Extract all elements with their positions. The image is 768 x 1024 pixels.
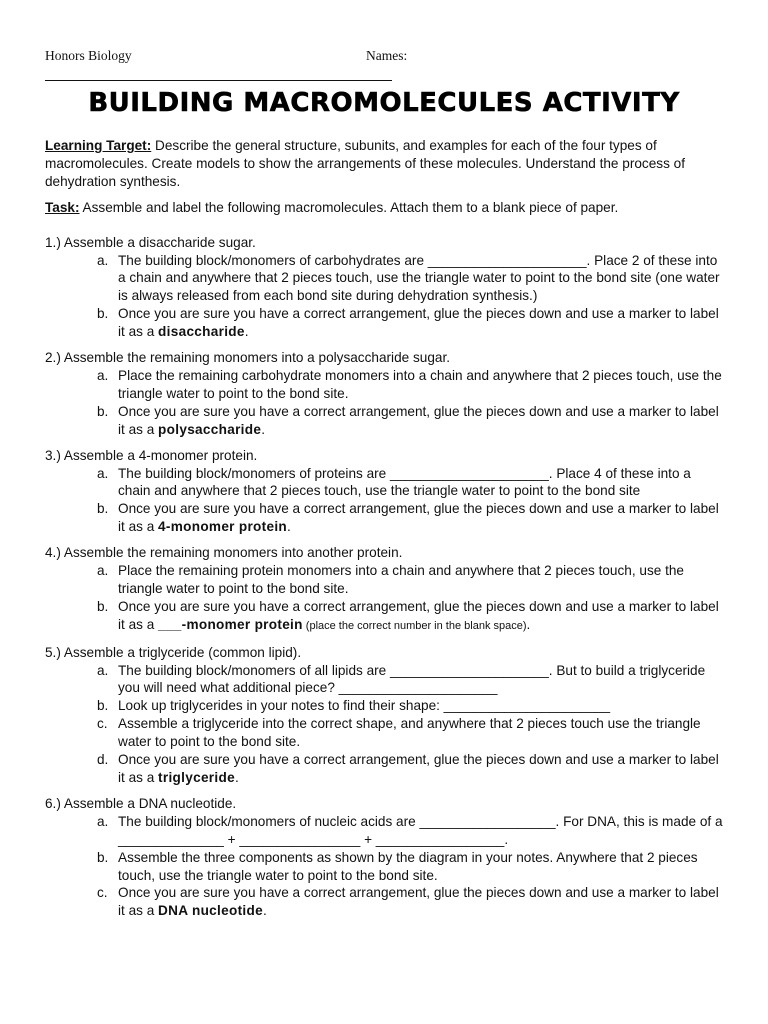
list-item: c. Once you are sure you have a correct arrangement, glue the pieces down and use a marker to label it as a DNA nucleotide. (97, 885, 719, 919)
list-item: a. Place the remaining carbohydrate monomers into a chain and anywhere that 2 pieces touch, use the triangle water to point to the bond site. (97, 367, 722, 401)
page-title: BUILDING MACROMOLECULES ACTIVITY (88, 88, 680, 118)
task (45, 199, 725, 217)
course-name: Honors Biology (45, 48, 132, 63)
list-item: a. The building block/monomers of carbohydrates are _____________________. Place 2 of these into a chain and anywhere that 2 pieces touch, use the triangle water to point to the bond site (one water is always released from each bond site during dehydration synthesis.) (97, 252, 720, 304)
section-protein-4 (45, 447, 725, 537)
list-item: b. Once you are sure you have a correct arrangement, glue the pieces down and use a marker to label it as a 4-monomer protein. (97, 501, 719, 535)
section-heading: 6.) Assemble a DNA nucleotide. (45, 795, 237, 811)
learning-target-label: Learning Target: (45, 138, 152, 153)
task-text: Assemble and label the following macromolecules. Attach them to a blank piece of paper. (79, 199, 619, 215)
list-item: a. The building block/monomers of proteins are _____________________. Place 4 of these into a chain and anywhere that 2 pieces touch, use the triangle water to point to the bond site (97, 465, 691, 499)
list-item: b. Once you are sure you have a correct arrangement, glue the pieces down and use a marker to label it as a polysaccharide. (97, 403, 719, 437)
section-polysaccharide (45, 349, 725, 439)
list-item: a. Place the remaining protein monomers into a chain and anywhere that 2 pieces touch, use the triangle water to point to the bond site. (97, 563, 684, 596)
list-item: b. Assemble the three components as shown by the diagram in your notes. Anywhere that 2 pieces touch, use the triangle water to point to the bond site. (97, 849, 698, 883)
list-item: a. The building block/monomers of all lipids are _____________________. But to build a triglyceride you will need what additional piece? _____________________ (97, 662, 706, 696)
section-heading: 3.) Assemble a 4-monomer protein. (45, 447, 258, 463)
section-triglyceride (45, 644, 725, 787)
list-item: b. Once you are sure you have a correct arrangement, glue the pieces down and use a marker to label it as a ___-monomer protein (place the correct number in the blank space). (97, 598, 719, 632)
names-label: Names: (366, 48, 408, 63)
list-item: c. Assemble a triglyceride into the correct shape, and anywhere that 2 pieces touch use the triangle water to point to the bond site. (97, 716, 701, 750)
section-heading: 2.) Assemble the remaining monomers into a polysaccharide sugar. (45, 350, 450, 366)
list-item: b. Look up triglycerides in your notes to find their shape: ______________________ (97, 698, 611, 714)
task-label: Task: (45, 199, 80, 215)
section-protein-remaining (45, 544, 725, 636)
section-dna-nucleotide (45, 795, 725, 920)
section-heading: 4.) Assemble the remaining monomers into another protein. (45, 545, 403, 561)
worksheet-body (45, 137, 725, 928)
list-item: d. Once you are sure you have a correct arrangement, glue the pieces down and use a marker to label it as a triglyceride. (97, 752, 719, 785)
section-heading: 5.) Assemble a triglyceride (common lipid). (45, 644, 302, 660)
name-underline (45, 80, 392, 81)
learning-target (45, 137, 725, 191)
list-item: a. The building block/monomers of nucleic acids are __________________. For DNA, this is made of a ______________ + ________________ + _________________. (97, 813, 723, 847)
list-item: b. Once you are sure you have a correct arrangement, glue the pieces down and use a marker to label it as a disaccharide. (97, 306, 719, 340)
section-disaccharide (45, 234, 725, 341)
learning-target-text: Describe the general structure, subunits, and examples for each of the four types of macromolecules. Create models to show the arrangements of these molecules. Understand the process of dehydration synthesis. (45, 138, 685, 189)
section-heading: 1.) Assemble a disaccharide sugar. (45, 234, 256, 250)
